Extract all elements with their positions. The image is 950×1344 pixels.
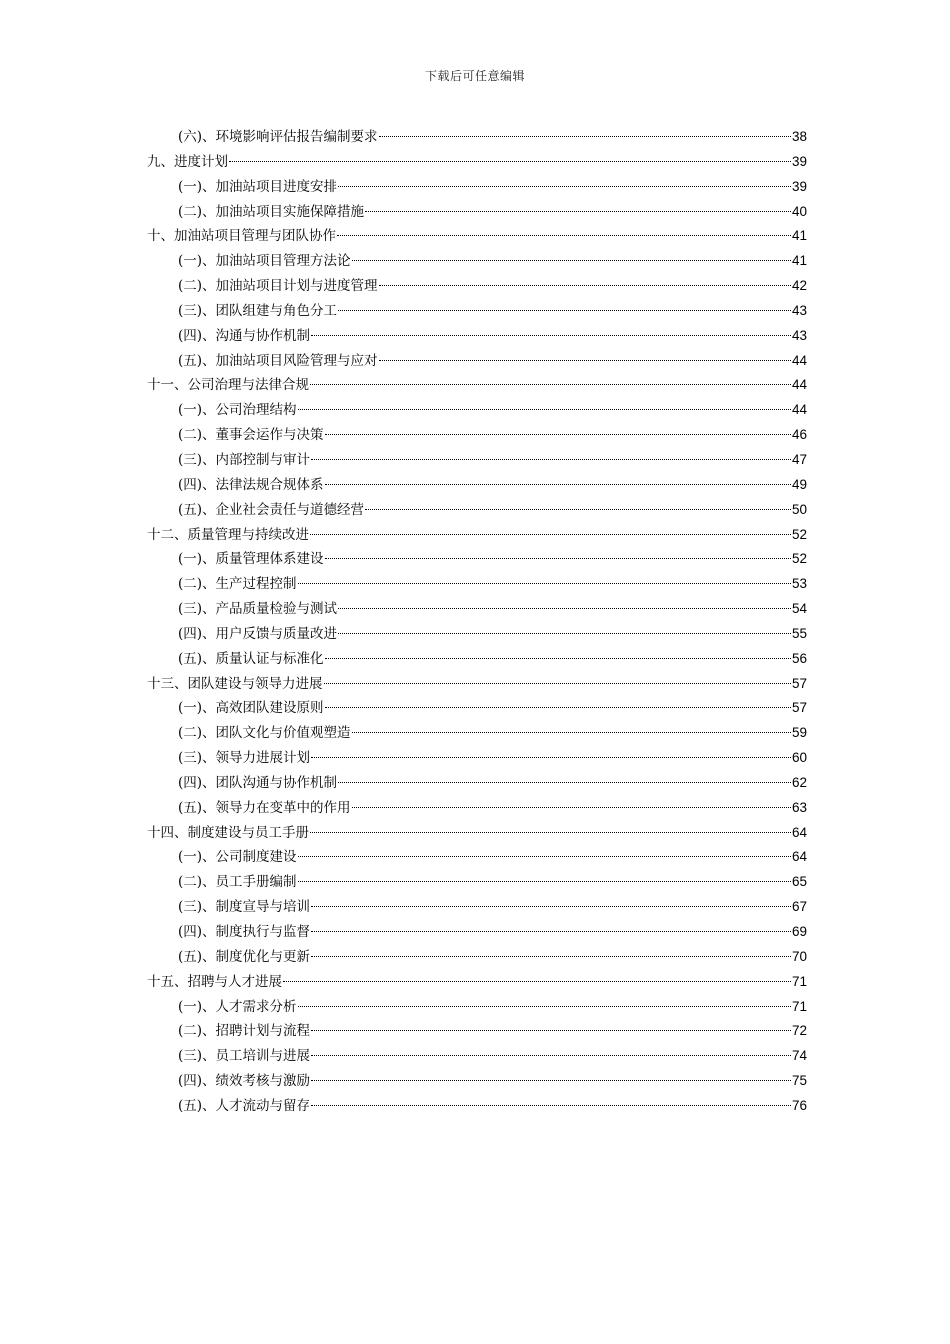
toc-entry-title: (四)、沟通与协作机制 — [178, 327, 311, 344]
toc-section-entry[interactable] — [147, 945, 807, 970]
toc-section-entry[interactable] — [147, 845, 807, 870]
toc-entry-page-number: 44 — [791, 377, 807, 393]
toc-dot-leader — [379, 285, 791, 286]
toc-entry-page-number: 41 — [791, 253, 807, 269]
toc-dot-leader — [325, 434, 791, 435]
toc-entry-page-number: 47 — [791, 451, 807, 467]
toc-entry-title: (二)、加油站项目实施保障措施 — [178, 203, 365, 220]
toc-entry-title: (二)、加油站项目计划与进度管理 — [178, 278, 378, 295]
toc-entry-page-number: 70 — [791, 948, 807, 964]
toc-entry-title: (一)、加油站项目进度安排 — [178, 178, 338, 195]
toc-section-entry[interactable] — [147, 349, 807, 374]
toc-entry-title: 十一、公司治理与法律合规 — [147, 377, 309, 394]
toc-entry-page-number: 53 — [791, 576, 807, 592]
toc-section-entry[interactable] — [147, 398, 807, 423]
toc-entry-title: (三)、内部控制与审计 — [178, 451, 311, 468]
toc-entry-title: (二)、董事会运作与决策 — [178, 427, 324, 444]
toc-section-entry[interactable] — [147, 771, 807, 796]
toc-dot-leader — [338, 608, 791, 609]
toc-dot-leader — [298, 881, 791, 882]
toc-dot-leader — [310, 832, 791, 833]
toc-dot-leader — [311, 335, 791, 336]
toc-entry-title: 十四、制度建设与员工手册 — [147, 824, 309, 841]
toc-entry-page-number: 69 — [791, 924, 807, 939]
toc-dot-leader — [325, 658, 791, 659]
toc-dot-leader — [311, 931, 791, 932]
toc-entry-title: (二)、团队文化与价值观塑造 — [178, 725, 351, 742]
toc-dot-leader — [379, 136, 791, 137]
toc-section-entry[interactable] — [147, 1044, 807, 1069]
toc-section-entry[interactable] — [147, 175, 807, 200]
toc-entry-title: (四)、法律法规合规体系 — [178, 476, 324, 493]
toc-dot-leader — [311, 757, 791, 758]
toc-entry-page-number: 39 — [791, 153, 807, 169]
toc-entry-page-number: 65 — [791, 874, 807, 890]
toc-section-entry[interactable] — [147, 200, 807, 225]
toc-entry-title: (二)、招聘计划与流程 — [178, 1023, 311, 1040]
toc-entry-page-number: 42 — [791, 278, 807, 294]
toc-section-entry[interactable] — [147, 473, 807, 498]
toc-entry-title: (四)、制度执行与监督 — [178, 924, 311, 940]
toc-entry-page-number: 50 — [791, 501, 807, 517]
toc-dot-leader — [311, 459, 791, 460]
toc-dot-leader — [352, 732, 791, 733]
toc-entry-page-number: 38 — [791, 129, 807, 144]
toc-entry-title: (五)、加油站项目风险管理与应对 — [178, 352, 378, 369]
toc-dot-leader — [325, 558, 791, 559]
toc-entry-title: (三)、员工培训与进展 — [178, 1048, 311, 1065]
toc-entry-title: (五)、制度优化与更新 — [178, 948, 311, 965]
toc-dot-leader — [311, 1080, 791, 1081]
toc-entry-title: (一)、人才需求分析 — [178, 998, 297, 1015]
toc-entry-page-number: 43 — [791, 327, 807, 343]
toc-entry-page-number: 43 — [791, 302, 807, 318]
toc-entry-title: (三)、领导力进展计划 — [178, 750, 311, 767]
toc-entry-title: (一)、质量管理体系建设 — [178, 551, 324, 568]
toc-dot-leader — [283, 981, 791, 982]
toc-dot-leader — [311, 906, 791, 907]
toc-section-entry[interactable] — [147, 995, 807, 1020]
toc-section-entry[interactable] — [147, 299, 807, 324]
toc-section-entry[interactable] — [147, 647, 807, 672]
toc-entry-title: (四)、团队沟通与协作机制 — [178, 774, 338, 791]
toc-entry-title: (一)、高效团队建设原则 — [178, 700, 324, 717]
toc-entry-title: 十五、招聘与人才进展 — [147, 973, 282, 990]
toc-section-entry[interactable] — [147, 597, 807, 622]
toc-entry-title: (三)、制度宣导与培训 — [178, 899, 311, 916]
toc-entry-title: 十三、团队建设与领导力进展 — [147, 675, 323, 692]
toc-dot-leader — [311, 1030, 791, 1031]
toc-entry-page-number: 52 — [791, 551, 807, 567]
toc-dot-leader — [365, 211, 791, 212]
toc-dot-leader — [379, 360, 791, 361]
toc-entry-page-number: 44 — [791, 402, 807, 418]
toc-entry-title: (三)、产品质量检验与测试 — [178, 601, 338, 618]
toc-entry-page-number: 62 — [791, 774, 807, 790]
toc-dot-leader — [298, 1006, 791, 1007]
toc-section-entry[interactable] — [147, 746, 807, 771]
toc-entry-page-number: 49 — [791, 476, 807, 492]
page-header-note: 下载后可任意编辑 — [424, 69, 525, 83]
toc-entry-page-number: 54 — [791, 601, 807, 617]
toc-entry-page-number: 71 — [791, 998, 807, 1014]
toc-section-entry[interactable] — [147, 498, 807, 523]
toc-entry-page-number: 55 — [791, 625, 807, 641]
toc-chapter-entry[interactable] — [147, 821, 807, 846]
toc-entry-page-number: 64 — [791, 824, 807, 840]
toc-entry-page-number: 52 — [791, 526, 807, 542]
toc-section-entry[interactable] — [147, 696, 807, 721]
toc-entry-page-number: 57 — [791, 675, 807, 691]
toc-section-entry[interactable] — [147, 1019, 807, 1044]
toc-entry-title: (四)、用户反馈与质量改进 — [178, 625, 338, 642]
toc-section-entry[interactable] — [147, 274, 807, 299]
toc-entry-page-number: 39 — [791, 178, 807, 194]
toc-dot-leader — [338, 310, 791, 311]
toc-section-entry[interactable] — [147, 572, 807, 597]
table-of-contents — [147, 125, 807, 1119]
toc-entry-title: 十、加油站项目管理与团队协作 — [147, 228, 336, 245]
toc-entry-page-number: 41 — [791, 228, 807, 244]
toc-dot-leader — [365, 509, 791, 510]
toc-entry-page-number: 63 — [791, 799, 807, 815]
toc-dot-leader — [338, 633, 791, 634]
toc-section-entry[interactable] — [147, 448, 807, 473]
toc-section-entry[interactable] — [147, 423, 807, 448]
toc-entry-title: 九、进度计划 — [147, 153, 228, 170]
toc-dot-leader — [325, 484, 791, 485]
toc-entry-page-number: 72 — [791, 1023, 807, 1039]
toc-chapter-entry[interactable] — [147, 672, 807, 697]
toc-section-entry[interactable] — [147, 622, 807, 647]
toc-dot-leader — [311, 1055, 791, 1056]
toc-entry-title: (五)、企业社会责任与道德经营 — [178, 501, 365, 518]
toc-dot-leader — [338, 782, 791, 783]
toc-dot-leader — [324, 683, 791, 684]
toc-chapter-entry[interactable] — [147, 150, 807, 175]
toc-entry-title: (五)、质量认证与标准化 — [178, 650, 324, 667]
toc-section-entry[interactable] — [147, 796, 807, 821]
toc-entry-page-number: 71 — [791, 973, 807, 989]
toc-chapter-entry[interactable] — [147, 523, 807, 548]
toc-dot-leader — [311, 956, 791, 957]
toc-entry-title: (三)、团队组建与角色分工 — [178, 302, 338, 319]
toc-section-entry[interactable] — [147, 324, 807, 349]
toc-entry-page-number: 60 — [791, 750, 807, 766]
toc-entry-title: (一)、公司制度建设 — [178, 849, 297, 866]
toc-dot-leader — [325, 707, 791, 708]
toc-entry-page-number: 40 — [791, 203, 807, 219]
toc-entry-page-number: 44 — [791, 352, 807, 368]
toc-chapter-entry[interactable] — [147, 224, 807, 249]
toc-section-entry[interactable] — [147, 125, 807, 150]
toc-dot-leader — [229, 161, 791, 162]
toc-chapter-entry[interactable] — [147, 970, 807, 995]
toc-entry-title: (一)、公司治理结构 — [178, 402, 297, 419]
toc-dot-leader — [310, 384, 791, 385]
toc-entry-title: (五)、人才流动与留存 — [178, 1097, 311, 1114]
toc-entry-page-number: 74 — [791, 1048, 807, 1064]
toc-entry-page-number: 46 — [791, 427, 807, 443]
toc-entry-page-number: 67 — [791, 899, 807, 915]
toc-section-entry[interactable] — [147, 547, 807, 572]
toc-entry-page-number: 56 — [791, 650, 807, 666]
toc-section-entry[interactable] — [147, 920, 807, 945]
toc-entry-page-number: 76 — [791, 1097, 807, 1113]
toc-entry-title: (二)、员工手册编制 — [178, 874, 297, 891]
toc-section-entry[interactable] — [147, 870, 807, 895]
toc-dot-leader — [337, 235, 791, 236]
toc-dot-leader — [298, 409, 791, 410]
toc-dot-leader — [298, 583, 791, 584]
toc-section-entry[interactable] — [147, 721, 807, 746]
toc-entry-title: (四)、绩效考核与激励 — [178, 1073, 311, 1090]
toc-dot-leader — [338, 186, 791, 187]
toc-entry-title: (六)、环境影响评估报告编制要求 — [178, 129, 378, 145]
toc-entry-page-number: 59 — [791, 725, 807, 741]
toc-dot-leader — [352, 260, 791, 261]
toc-entry-title: (一)、加油站项目管理方法论 — [178, 253, 351, 270]
toc-entry-title: (五)、领导力在变革中的作用 — [178, 799, 351, 816]
toc-section-entry[interactable] — [147, 1069, 807, 1094]
toc-dot-leader — [298, 856, 791, 857]
toc-entry-title: (二)、生产过程控制 — [178, 576, 297, 593]
toc-dot-leader — [352, 807, 791, 808]
toc-dot-leader — [311, 1105, 791, 1106]
toc-entry-page-number: 75 — [791, 1073, 807, 1089]
toc-entry-page-number: 64 — [791, 849, 807, 865]
toc-chapter-entry[interactable] — [147, 373, 807, 398]
toc-entry-title: 十二、质量管理与持续改进 — [147, 526, 309, 543]
toc-section-entry[interactable] — [147, 895, 807, 920]
toc-dot-leader — [310, 534, 791, 535]
toc-section-entry[interactable] — [147, 249, 807, 274]
toc-entry-page-number: 57 — [791, 700, 807, 716]
toc-section-entry[interactable] — [147, 1094, 807, 1119]
